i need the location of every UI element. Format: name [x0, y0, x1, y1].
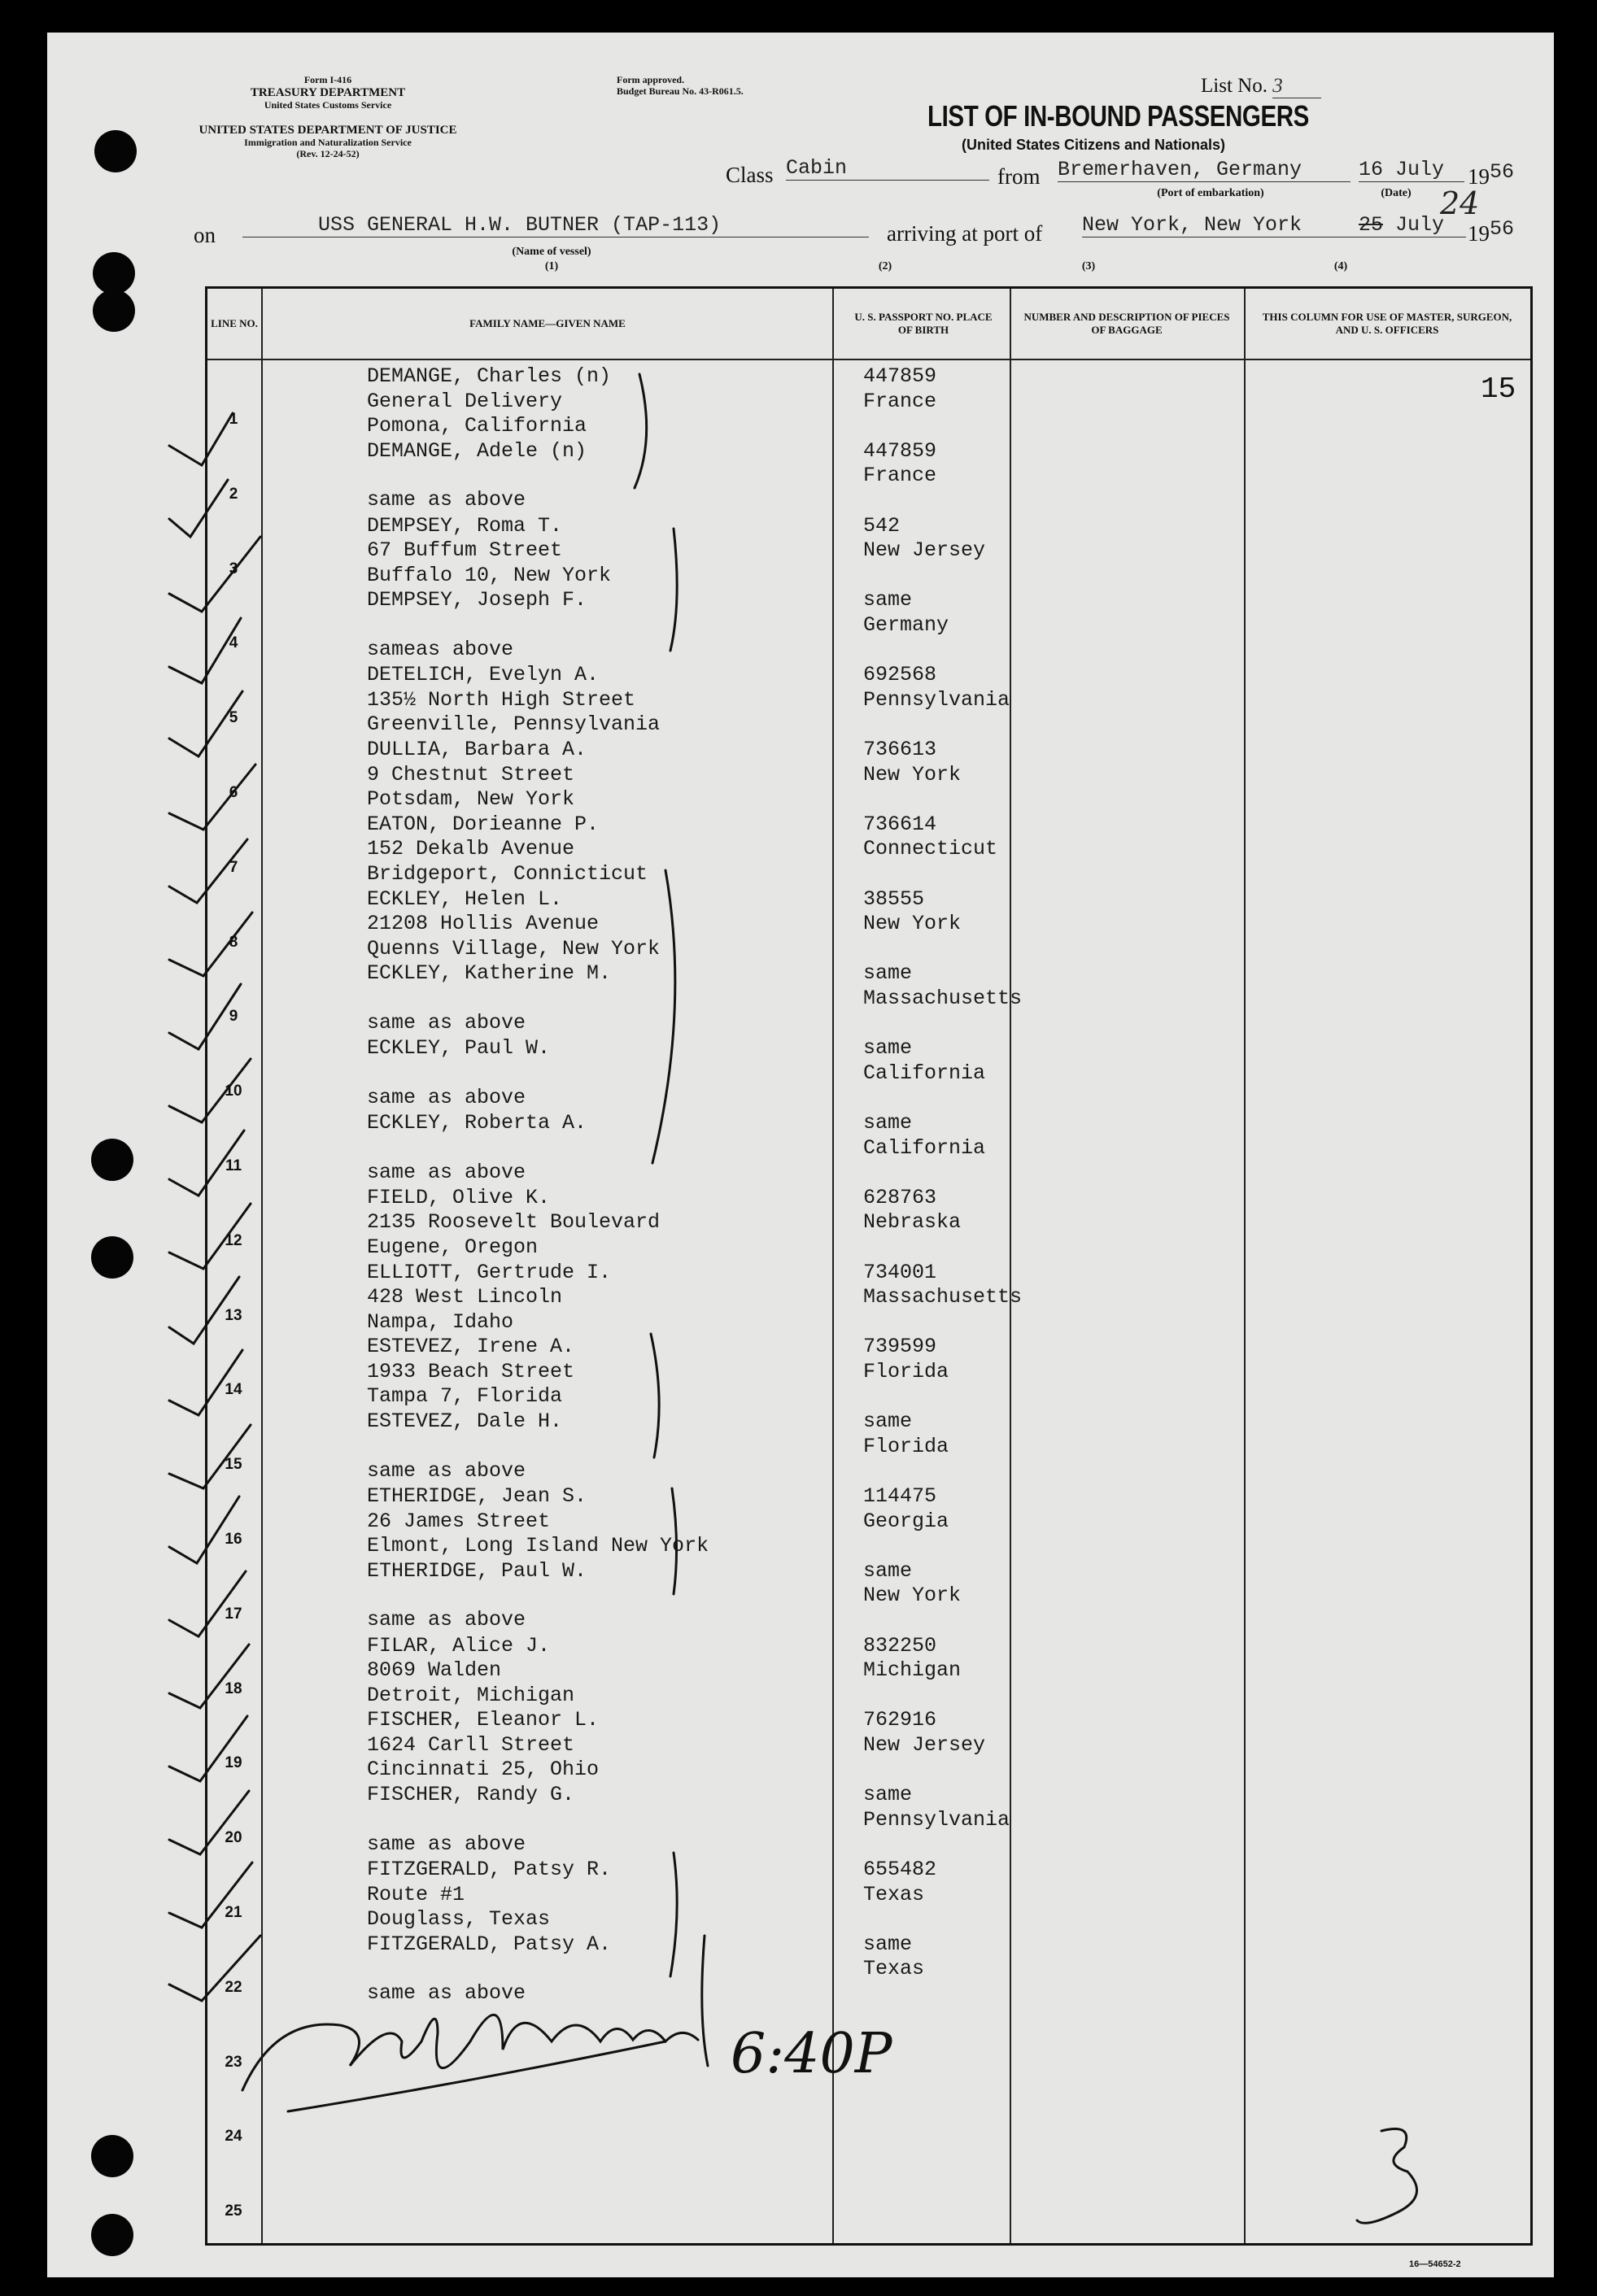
address-line-1: 1933 Beach Street — [367, 1359, 575, 1383]
passenger-name: FISCHER, Eleanor L. — [367, 1708, 600, 1732]
line-number: 12 — [225, 1231, 242, 1249]
passenger-name: ECKLEY, Katherine M. — [367, 961, 612, 986]
line-number: 21 — [225, 1904, 242, 1921]
passport-number: same — [863, 1036, 913, 1061]
table-row — [207, 435, 1530, 512]
address-line-1: 67 Buffum Street — [367, 538, 563, 563]
passenger-name-address — [367, 1111, 587, 1185]
vessel-name-value: USS GENERAL H.W. BUTNER (TAP-113) — [242, 213, 869, 237]
passport-birth — [863, 813, 997, 862]
line-number: 8 — [229, 933, 238, 951]
line-number: 17 — [225, 1605, 242, 1623]
passport-number: same — [863, 1111, 913, 1135]
table-row — [207, 2003, 1530, 2076]
table-row — [207, 1480, 1530, 1558]
address-line-1: 26 James Street — [367, 1509, 551, 1533]
passenger-name-address — [367, 1484, 709, 1559]
address-line-1: 1624 Carll Street — [367, 1732, 575, 1757]
table-row — [207, 734, 1530, 811]
address-line-1: 8069 Walden — [367, 1658, 502, 1683]
column-number-4: (4) — [1333, 260, 1348, 272]
col-header-officers: THIS COLUMN FOR USE OF MASTER, SURGEON, AND U. S. OFFICERS — [1262, 311, 1512, 336]
line-number: 14 — [225, 1381, 242, 1399]
customs-service: United States Customs Service — [264, 99, 392, 111]
line-number: 24 — [225, 2128, 242, 2146]
page-count-number: 15 — [1481, 373, 1516, 406]
line-number: 20 — [225, 1829, 242, 1847]
line-number: 18 — [225, 1680, 242, 1697]
address-line-1 — [367, 1584, 587, 1608]
passport-number: same — [863, 588, 913, 612]
table-row — [207, 1405, 1530, 1483]
address-line-2: same as above — [367, 1832, 526, 1856]
address-line-1 — [367, 987, 611, 1011]
passport-birth — [863, 514, 985, 564]
address-line-2: same as above — [367, 1608, 526, 1632]
address-line-2: Buffalo 10, New York — [367, 563, 612, 587]
line-number: 15 — [225, 1456, 242, 1474]
address-line-1: 152 Dekalb Avenue — [367, 837, 575, 861]
table-row — [207, 1779, 1530, 1856]
line-number: 10 — [225, 1083, 242, 1100]
passenger-name-address — [367, 1186, 660, 1261]
col-header-name: FAMILY NAME—GIVEN NAME — [469, 317, 626, 330]
passport-number: 655482 — [863, 1858, 937, 1881]
address-line-1: General Delivery — [367, 389, 563, 413]
address-line-2: Potsdam, New York — [367, 787, 575, 811]
place-of-birth: New Jersey — [863, 538, 986, 563]
passenger-name-address — [367, 1932, 611, 2006]
passenger-name: DEMPSEY, Roma T. — [367, 513, 563, 538]
passport-number: 734001 — [863, 1260, 937, 1284]
arrival-day-struck: 25 — [1359, 213, 1384, 237]
table-row — [207, 659, 1530, 737]
passport-number: same — [863, 1932, 913, 1956]
line-number: 16 — [225, 1531, 242, 1548]
arrival-port-value: New York, New York — [1082, 213, 1359, 237]
address-line-1: 2135 Roosevelt Boulevard — [367, 1210, 661, 1235]
passport-birth — [863, 1858, 936, 1907]
passenger-name-address — [367, 588, 587, 662]
passenger-name-address — [367, 1335, 574, 1409]
table-row — [207, 957, 1530, 1035]
class-value: Cabin — [786, 156, 989, 181]
address-line-1: 428 West Lincoln — [367, 1285, 563, 1309]
passport-number: same — [863, 1558, 913, 1583]
address-line-1 — [367, 1435, 562, 1459]
year-suffix: 56 — [1490, 160, 1515, 184]
passport-birth — [863, 738, 961, 787]
table-row — [207, 584, 1530, 661]
address-line-1 — [367, 1808, 574, 1832]
list-number-value: 3 — [1272, 75, 1321, 98]
address-line-1: 21208 Hollis Avenue — [367, 912, 600, 936]
table-row — [207, 360, 1530, 438]
passport-birth — [863, 1484, 949, 1534]
from-label: from — [997, 164, 1041, 189]
address-line-1: Route #1 — [367, 1882, 465, 1906]
place-of-birth: Pennsylvania — [863, 687, 1010, 712]
address-line-1 — [367, 464, 587, 488]
address-line-2: same as above — [367, 1981, 526, 2006]
passenger-name-address — [367, 1858, 611, 1932]
col-header-baggage: NUMBER AND DESCRIPTION OF PIECES OF BAGGAGE — [1023, 311, 1230, 336]
passport-number: 832250 — [863, 1633, 937, 1658]
table-row — [207, 510, 1530, 587]
budget-bureau: Budget Bureau No. 43-R061.5. — [617, 85, 744, 97]
passenger-name-address — [367, 1783, 574, 1857]
passenger-name-address — [367, 1036, 550, 1110]
passenger-name: ESTEVEZ, Irene A. — [367, 1335, 575, 1359]
passenger-name-address — [367, 663, 660, 738]
address-line-1 — [367, 613, 587, 638]
punch-hole — [94, 130, 137, 172]
address-line-2: Quenns Village, New York — [367, 936, 661, 961]
address-line-2: same as above — [367, 1160, 526, 1184]
place-of-birth: Connecticut — [863, 837, 998, 861]
passport-number: same — [863, 1409, 913, 1434]
page-subtitle: (United States Citizens and Nationals) — [962, 137, 1226, 153]
column-number-1: (1) — [544, 260, 559, 272]
form-approved: Form approved. — [617, 74, 685, 85]
justice-block — [185, 124, 470, 160]
table-row — [207, 1257, 1530, 1334]
date-caption: (Date) — [1381, 187, 1412, 199]
punch-hole — [91, 1236, 133, 1279]
page-title: LIST OF IN-BOUND PASSENGERS — [927, 99, 1309, 133]
table-row — [207, 1928, 1530, 2006]
passport-birth — [863, 1036, 985, 1086]
passenger-name-address — [367, 514, 611, 589]
passenger-name: FIELD, Olive K. — [367, 1185, 551, 1209]
address-line-2: sameas above — [367, 637, 514, 661]
place-of-birth: Florida — [863, 1359, 949, 1383]
address-line-1 — [367, 1061, 550, 1086]
table-row — [207, 1630, 1530, 1707]
embarkation-port-caption: (Port of embarkation) — [1157, 187, 1264, 199]
passport-birth — [863, 1186, 961, 1235]
address-line-2: Pomona, California — [367, 414, 587, 438]
passenger-name: FITZGERALD, Patsy A. — [367, 1932, 612, 1956]
table-row — [207, 1854, 1530, 1931]
place-of-birth: Germany — [863, 612, 949, 637]
on-label: on — [194, 223, 216, 247]
address-line-2: Detroit, Michigan — [367, 1683, 575, 1707]
passport-birth — [863, 364, 936, 414]
embarkation-date-value — [1359, 158, 1464, 182]
line-number: 6 — [229, 784, 238, 801]
passenger-table — [205, 286, 1533, 2246]
passenger-name: FITZGERALD, Patsy R. — [367, 1858, 612, 1881]
passport-birth — [863, 1111, 985, 1161]
passenger-name: FISCHER, Randy G. — [367, 1783, 575, 1807]
address-line-2: Elmont, Long Island New York — [367, 1534, 709, 1558]
place-of-birth: Massachusetts — [863, 986, 1023, 1010]
passport-birth — [863, 1932, 924, 1982]
address-line-2: Eugene, Oregon — [367, 1235, 539, 1259]
passport-birth — [863, 1261, 1022, 1310]
address-line-2: Nampa, Idaho — [367, 1309, 514, 1334]
place-of-birth: Michigan — [863, 1658, 962, 1683]
arrival-year — [1468, 217, 1515, 247]
address-line-2: Bridgeport, Connicticut — [367, 861, 648, 886]
passenger-name-address — [367, 813, 648, 887]
col-header-passport: U. S. PASSPORT NO. PLACE OF BIRTH — [854, 311, 993, 336]
line-number: 4 — [229, 634, 238, 652]
passenger-name: ESTEVEZ, Dale H. — [367, 1409, 563, 1434]
passport-birth — [863, 1335, 949, 1384]
line-number: 25 — [225, 2202, 242, 2220]
passport-number: 736614 — [863, 812, 937, 836]
approval-block — [617, 75, 744, 98]
passenger-name-address — [367, 1409, 562, 1483]
address-line-1: 135½ North High Street — [367, 687, 636, 712]
table-row — [207, 808, 1530, 886]
column-number-2: (2) — [878, 260, 892, 272]
place-of-birth: Texas — [863, 1957, 925, 1981]
place-of-birth: Texas — [863, 1882, 925, 1906]
passport-birth — [863, 1409, 949, 1459]
line-number: 3 — [229, 560, 238, 577]
passenger-name: DEMANGE, Charles (n) — [367, 364, 612, 388]
embarkation-port-value: Bremerhaven, Germany — [1058, 158, 1350, 182]
form-footer-code: 16—54652-2 — [1409, 2259, 1461, 2269]
address-line-2: same as above — [367, 1010, 526, 1035]
address-line-2: Douglass, Texas — [367, 1907, 551, 1931]
embarkation-date: 16 July — [1359, 158, 1445, 181]
address-line-1 — [367, 1957, 611, 1981]
form-number: Form I-416 — [303, 74, 352, 85]
passenger-name: EATON, Dorieanne P. — [367, 812, 600, 836]
passenger-name: FILAR, Alice J. — [367, 1633, 551, 1658]
place-of-birth: Georgia — [863, 1509, 949, 1533]
punch-hole — [91, 2214, 133, 2256]
table-row — [207, 2152, 1530, 2225]
passport-number: 38555 — [863, 887, 925, 911]
punch-hole — [93, 290, 135, 332]
passenger-name: DEMANGE, Adele (n) — [367, 438, 587, 463]
punch-hole — [91, 1139, 133, 1181]
passenger-name-address — [367, 439, 587, 513]
passport-number: 736613 — [863, 738, 937, 761]
place-of-birth: Massachusetts — [863, 1285, 1023, 1309]
passenger-name-address — [367, 887, 660, 962]
passport-birth — [863, 1559, 961, 1609]
address-line-1: 9 Chestnut Street — [367, 762, 575, 786]
passenger-name-address — [367, 961, 611, 1035]
passenger-name: ETHERIDGE, Paul W. — [367, 1558, 587, 1583]
table-row — [207, 1182, 1530, 1259]
passport-birth — [863, 439, 936, 489]
place-of-birth: Florida — [863, 1434, 949, 1458]
arriving-label: arriving at port of — [887, 221, 1043, 246]
place-of-birth: Nebraska — [863, 1210, 962, 1235]
passport-number: 447859 — [863, 364, 937, 388]
passport-number: same — [863, 1783, 913, 1807]
address-line-2: Greenville, Pennsylvania — [367, 712, 661, 737]
line-number: 1 — [229, 411, 238, 428]
list-number-field — [1201, 75, 1321, 98]
table-row — [207, 1331, 1530, 1409]
passport-number: 447859 — [863, 438, 937, 463]
line-number: 2 — [229, 485, 238, 503]
form-agency-block — [185, 75, 470, 111]
revision-date: (Rev. 12-24-52) — [296, 148, 360, 160]
passenger-name: ECKLEY, Roberta A. — [367, 1111, 587, 1135]
ins-service: Immigration and Naturalization Service — [244, 137, 412, 149]
passenger-name-address — [367, 1634, 574, 1709]
address-line-2: same as above — [367, 1458, 526, 1483]
signature-time: 6:40P — [731, 2022, 892, 2086]
line-number: 13 — [225, 1306, 242, 1324]
year-prefix: 19 — [1468, 164, 1490, 189]
passenger-name: ECKLEY, Helen L. — [367, 887, 563, 911]
passenger-name: ECKLEY, Paul W. — [367, 1036, 551, 1061]
passport-number: same — [863, 961, 913, 986]
line-number: 22 — [225, 1978, 242, 1996]
place-of-birth: New York — [863, 1584, 962, 1608]
passport-number: 628763 — [863, 1185, 937, 1209]
place-of-birth: Pennsylvania — [863, 1807, 1010, 1832]
passenger-name: ELLIOTT, Gertrude I. — [367, 1260, 612, 1284]
passenger-name: DETELICH, Evelyn A. — [367, 663, 600, 687]
passport-birth — [863, 1634, 961, 1684]
table-row — [207, 1032, 1530, 1109]
passenger-name-address — [367, 738, 587, 813]
passenger-name: ETHERIDGE, Jean S. — [367, 1484, 587, 1508]
class-label: Class — [726, 163, 774, 187]
passport-birth — [863, 1708, 985, 1758]
table-row — [207, 1107, 1530, 1184]
passenger-name: DEMPSEY, Joseph F. — [367, 588, 587, 612]
place-of-birth: New York — [863, 762, 962, 786]
line-number: 19 — [225, 1754, 242, 1772]
line-number: 23 — [225, 2053, 242, 2071]
arrival-day-handwritten: 24 — [1440, 185, 1480, 221]
passenger-name-address — [367, 1708, 599, 1783]
punch-hole — [91, 2135, 133, 2177]
passport-birth — [863, 1783, 1010, 1832]
address-line-2: same as above — [367, 1085, 526, 1109]
table-row — [207, 2077, 1530, 2150]
punch-hole — [93, 252, 135, 294]
line-number: 9 — [229, 1008, 238, 1026]
vessel-caption: (Name of vessel) — [512, 246, 591, 258]
address-line-1 — [367, 1136, 587, 1161]
passport-number: 739599 — [863, 1335, 937, 1359]
passport-number: 542 — [863, 513, 901, 538]
passenger-name-address — [367, 1559, 587, 1633]
place-of-birth: California — [863, 1061, 986, 1085]
passport-number: 762916 — [863, 1708, 937, 1732]
passenger-name-address — [367, 364, 611, 439]
passenger-name: DULLIA, Barbara A. — [367, 738, 587, 761]
passport-birth — [863, 588, 949, 638]
passport-number: 692568 — [863, 663, 937, 687]
line-number: 7 — [229, 858, 238, 876]
arrival-month: July — [1395, 213, 1445, 237]
passport-birth — [863, 961, 1022, 1011]
year-prefix: 19 — [1468, 221, 1490, 246]
place-of-birth: California — [863, 1135, 986, 1160]
passport-birth — [863, 663, 1010, 712]
line-number: 5 — [229, 709, 238, 727]
address-line-2: Tampa 7, Florida — [367, 1384, 563, 1409]
place-of-birth: New Jersey — [863, 1732, 986, 1757]
line-number: 11 — [225, 1157, 242, 1174]
passenger-name-address — [367, 1261, 611, 1335]
column-number-3: (3) — [1081, 260, 1096, 272]
passport-birth — [863, 887, 961, 937]
address-line-2: same as above — [367, 488, 526, 512]
justice-dept: UNITED STATES DEPARTMENT OF JUSTICE — [199, 124, 457, 137]
address-line-2: Cincinnati 25, Ohio — [367, 1758, 600, 1782]
table-row — [207, 1555, 1530, 1632]
place-of-birth: France — [863, 464, 937, 488]
table-row — [207, 883, 1530, 961]
treasury-dept: TREASURY DEPARTMENT — [250, 85, 406, 99]
place-of-birth: New York — [863, 912, 962, 936]
passport-number: 114475 — [863, 1484, 937, 1508]
col-header-line: LINE NO. — [211, 317, 258, 330]
list-number-label: List No. — [1201, 75, 1268, 97]
place-of-birth: France — [863, 389, 937, 413]
year-suffix: 56 — [1490, 217, 1515, 241]
table-row — [207, 1704, 1530, 1782]
manifest-page — [47, 33, 1554, 2277]
